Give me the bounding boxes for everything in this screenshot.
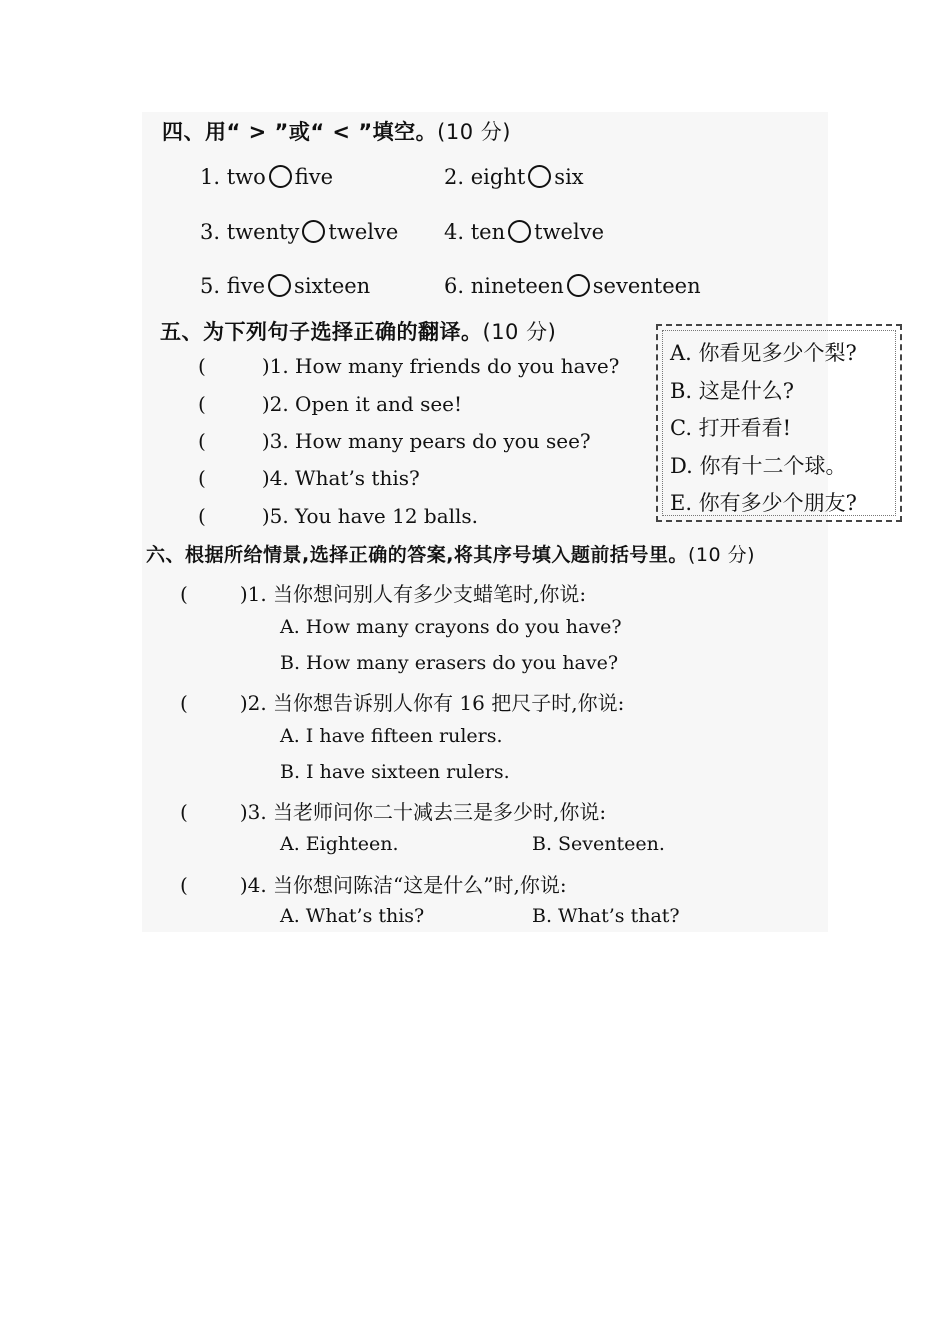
item-number: 1. bbox=[200, 165, 221, 189]
item-right-word: five bbox=[294, 165, 334, 189]
q1-option-b: B. How many erasers do you have? bbox=[280, 652, 619, 674]
translation-question-2 bbox=[198, 392, 462, 416]
question-text: )1. 当你想问别人有多少支蜡笔时,你说: bbox=[239, 582, 587, 606]
item-number: 6. bbox=[444, 274, 465, 298]
answer-circle[interactable] bbox=[528, 165, 551, 188]
section-5-heading bbox=[160, 316, 556, 346]
q3-option-a: A. Eighteen. bbox=[280, 833, 399, 855]
answer-bracket[interactable]: ( bbox=[198, 392, 206, 416]
sentence-text: )5. You have 12 balls. bbox=[261, 504, 479, 528]
sentence-text: )1. How many friends do you have? bbox=[261, 354, 620, 378]
compare-item-3 bbox=[200, 220, 398, 244]
situation-question-3 bbox=[180, 796, 606, 825]
section-5-points: (10 分) bbox=[482, 320, 557, 344]
answer-circle[interactable] bbox=[302, 220, 325, 243]
section-6-heading bbox=[146, 540, 755, 567]
translation-question-3 bbox=[198, 429, 591, 453]
q2-option-a: A. I have fifteen rulers. bbox=[280, 725, 503, 747]
q3-option-b: B. Seventeen. bbox=[532, 833, 665, 855]
compare-item-6 bbox=[444, 274, 701, 298]
section-6-title: 六、根据所给情景,选择正确的答案,将其序号填入题前括号里。 bbox=[146, 544, 688, 566]
question-text: )4. 当你想问陈洁“这是什么”时,你说: bbox=[239, 873, 567, 897]
item-left-word: five bbox=[226, 274, 266, 298]
answer-bracket[interactable]: ( bbox=[180, 873, 188, 897]
item-number: 5. bbox=[200, 274, 221, 298]
q1-option-a: A. How many crayons do you have? bbox=[280, 616, 622, 638]
sentence-text: )4. What’s this? bbox=[261, 466, 420, 490]
item-number: 2. bbox=[444, 165, 465, 189]
translation-question-1 bbox=[198, 354, 619, 378]
item-right-word: six bbox=[554, 165, 584, 189]
section-4-title: 四、用“ > ”或“ < ”填空。 bbox=[162, 120, 438, 144]
item-number: 3. bbox=[200, 220, 221, 244]
answer-bracket[interactable]: ( bbox=[198, 504, 206, 528]
answer-bracket[interactable]: ( bbox=[198, 466, 206, 490]
answer-circle[interactable] bbox=[567, 274, 590, 297]
translation-question-5 bbox=[198, 504, 478, 528]
item-left-word: ten bbox=[470, 220, 506, 244]
q4-option-a: A. What’s this? bbox=[280, 905, 425, 927]
answer-circle[interactable] bbox=[269, 165, 292, 188]
answer-bracket[interactable]: ( bbox=[198, 354, 206, 378]
sentence-text: )3. How many pears do you see? bbox=[261, 429, 591, 453]
answer-bracket[interactable]: ( bbox=[180, 691, 188, 715]
situation-question-2 bbox=[180, 687, 624, 716]
compare-item-2 bbox=[444, 165, 584, 189]
compare-item-5 bbox=[200, 274, 370, 298]
situation-question-1 bbox=[180, 578, 586, 607]
item-right-word: seventeen bbox=[592, 274, 701, 298]
answer-bracket[interactable]: ( bbox=[180, 800, 188, 824]
section-4-points: (10 分) bbox=[437, 120, 511, 144]
situation-question-4 bbox=[180, 869, 567, 898]
answer-circle[interactable] bbox=[268, 274, 291, 297]
sentence-text: )2. Open it and see! bbox=[261, 392, 463, 416]
option-e: E. 你有多少个朋友? bbox=[670, 491, 857, 515]
q4-option-b: B. What’s that? bbox=[532, 905, 680, 927]
option-d: D. 你有十二个球。 bbox=[670, 454, 847, 478]
question-text: )3. 当老师问你二十减去三是多少时,你说: bbox=[239, 800, 607, 824]
answer-bracket[interactable]: ( bbox=[180, 582, 188, 606]
q2-option-b: B. I have sixteen rulers. bbox=[280, 761, 510, 783]
item-right-word: twelve bbox=[534, 220, 604, 244]
option-c: C. 打开看看! bbox=[670, 416, 792, 440]
translation-question-4 bbox=[198, 466, 420, 490]
item-left-word: nineteen bbox=[470, 274, 564, 298]
compare-item-4 bbox=[444, 220, 604, 244]
item-right-word: sixteen bbox=[294, 274, 371, 298]
item-left-word: eight bbox=[470, 165, 526, 189]
answer-circle[interactable] bbox=[508, 220, 531, 243]
compare-item-1 bbox=[200, 165, 333, 189]
section-4-heading bbox=[162, 116, 511, 146]
question-text: )2. 当你想告诉别人你有 16 把尺子时,你说: bbox=[239, 691, 625, 715]
item-left-word: twenty bbox=[226, 220, 300, 244]
section-6-points: (10 分) bbox=[687, 544, 755, 566]
answer-bracket[interactable]: ( bbox=[198, 429, 206, 453]
section-5-title: 五、为下列句子选择正确的翻译。 bbox=[160, 320, 483, 344]
option-b: B. 这是什么? bbox=[670, 379, 795, 403]
option-a: A. 你看见多少个梨? bbox=[670, 341, 857, 365]
item-right-word: twelve bbox=[328, 220, 399, 244]
item-left-word: two bbox=[226, 165, 266, 189]
item-number: 4. bbox=[444, 220, 465, 244]
